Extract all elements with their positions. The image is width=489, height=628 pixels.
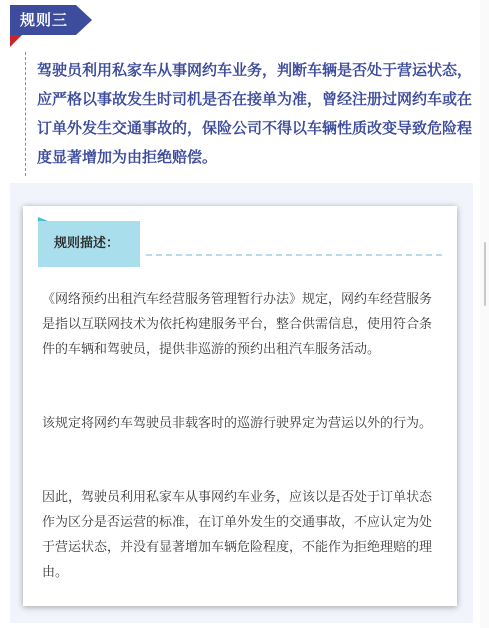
description-tab xyxy=(38,221,140,267)
scrollbar-thumb[interactable] xyxy=(484,242,486,306)
description-paragraph: 该规定将网约车驾驶员非载客时的巡游行驶界定为营运以外的行为。 xyxy=(42,416,433,431)
rule-badge xyxy=(10,5,92,35)
badge-label: 规则三 xyxy=(20,11,69,29)
rule-statement: 驾驶员利用私家车从事网约车业务，判断车辆是否处于营运状态，应严格以事故发生时司机是否在接单为准，曾经注册过网约车或在订单外发生交通事故的，保险公司不得以车辆性质改变导致危险程度显著增加为由拒绝赔偿。 xyxy=(37,61,473,166)
description-paragraph: 因此，驾驶员利用私家车从事网约车业务，应该以是否处于订单状态作为区分是否运营的标准，在订单外发生的交通事故，不应认定为处于营运状态，并没有显著增加车辆危险程度，不能作为拒绝理赔的理由。 xyxy=(42,490,433,580)
badge-fold-corner xyxy=(10,35,22,47)
dashed-connector xyxy=(25,52,26,176)
scrollbar-track[interactable] xyxy=(480,0,489,628)
dashed-divider xyxy=(146,254,442,256)
description-paragraph: 《网络预约出租汽车经营服务管理暂行办法》规定，网约车经营服务是指以互联网技术为依托构建服务平台，整合供需信息，使用符合条件的车辆和驾驶员，提供非巡游的预约出租汽车服务活动。 xyxy=(42,292,433,357)
description-tab-label: 规则描述： xyxy=(54,236,120,251)
